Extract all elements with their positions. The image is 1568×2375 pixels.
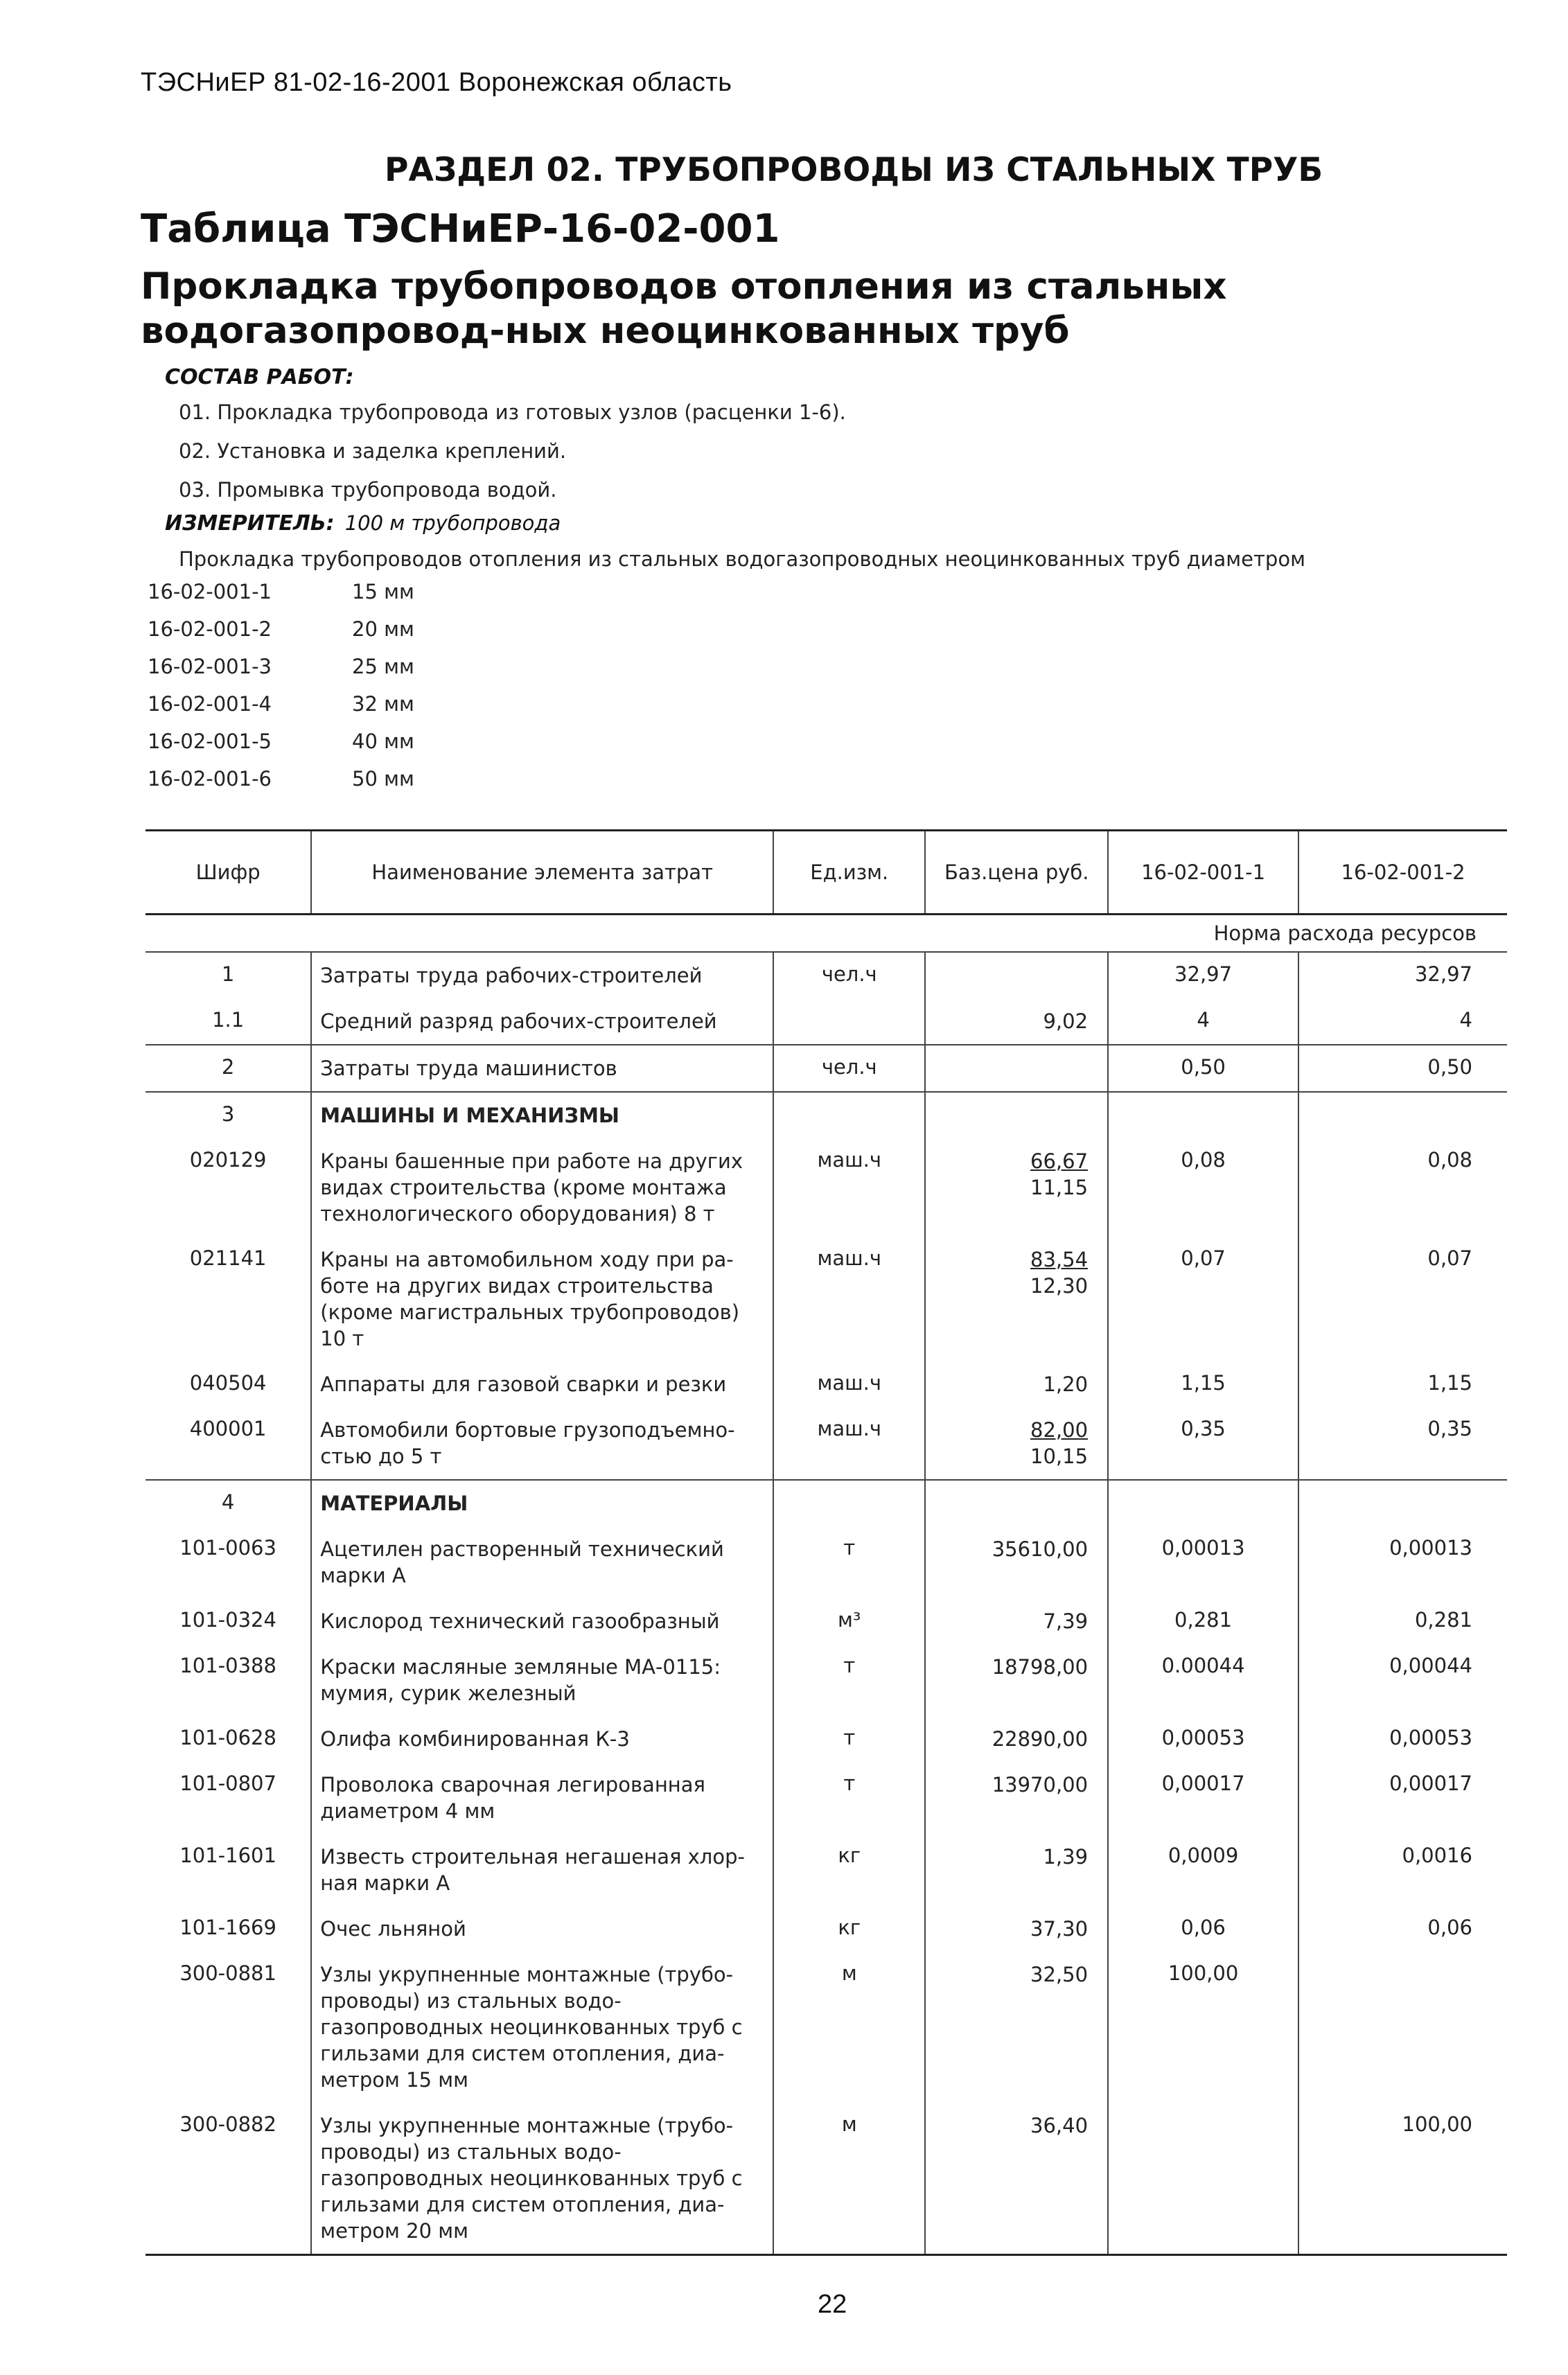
row-unit: маш.ч [773, 1237, 925, 1361]
row-code: 040504 [189, 1371, 267, 1395]
row-name: Краски масляные земляные МА-0115: мумия, сурик железный [311, 1644, 773, 1716]
row-value-2: 0,00017 [1389, 1772, 1472, 1795]
row-value-1: 4 [1108, 998, 1298, 1045]
code-size: 40 мм [352, 730, 414, 753]
resource-table [146, 829, 1507, 2256]
row-name: Краны на автомобильном ходу при ра- боте на других видах строительства (кроме магистральных трубопроводов) 10 т [311, 1237, 773, 1361]
row-name: Затраты труда рабочих-строителей [311, 952, 773, 998]
code: 16-02-001-3 [148, 655, 272, 678]
row-unit: т [773, 1762, 925, 1834]
row-value-1: 0,07 [1108, 1237, 1298, 1361]
row-unit: чел.ч [773, 952, 925, 998]
row-value-2 [1298, 1092, 1507, 1138]
row-price [925, 1762, 1108, 1834]
row-price [925, 1361, 1108, 1407]
row-name: Проволока сварочная легированная диаметром 4 мм [311, 1762, 773, 1834]
row-code: 1.1 [212, 1008, 245, 1032]
row-value-2: 1,15 [1427, 1371, 1472, 1395]
code: 16-02-001-6 [148, 767, 272, 791]
row-price [925, 1906, 1108, 1952]
row-name: Ацетилен растворенный технический марки А [311, 1526, 773, 1598]
section-title: РАЗДЕЛ 02. ТРУБОПРОВОДЫ ИЗ СТАЛЬНЫХ ТРУБ [385, 151, 1323, 189]
row-price [925, 998, 1108, 1045]
row-price [925, 2103, 1108, 2255]
row-value-1: 0,50 [1108, 1045, 1298, 1092]
row-value-2: 32,97 [1414, 962, 1472, 986]
row-value-1: 0,06 [1108, 1906, 1298, 1952]
code-size: 20 мм [352, 617, 414, 641]
row-price [925, 1407, 1108, 1480]
row-unit: м³ [773, 1598, 925, 1644]
row-code: 4 [146, 1480, 311, 1526]
table-row [146, 1952, 1507, 2103]
table-row [146, 1045, 1507, 1092]
table-row [146, 1526, 1507, 1598]
row-price [925, 1952, 1108, 2103]
row-value-2: 0,35 [1427, 1417, 1472, 1440]
row-code: 400001 [189, 1417, 267, 1440]
row-value-2: 0,50 [1298, 1045, 1507, 1092]
code-row [148, 767, 414, 804]
row-value-1: 0,281 [1108, 1598, 1298, 1644]
row-price [925, 1480, 1108, 1526]
row-value-2: 0,06 [1427, 1916, 1472, 1939]
code-row [148, 617, 414, 655]
table-body [146, 915, 1507, 2255]
code-row [148, 730, 414, 767]
table-row [146, 1407, 1507, 1480]
row-value-2 [1298, 1480, 1507, 1526]
header-price: Баз.цена руб. [925, 831, 1108, 915]
code: 16-02-001-2 [148, 617, 272, 641]
row-name: Краны башенные при работе на других видах строительства (кроме монтажа технологического оборудования) 8 т [311, 1138, 773, 1237]
row-value-2 [1298, 1952, 1507, 2103]
row-code: 1 [221, 962, 235, 986]
row-code: 2 [146, 1045, 311, 1092]
row-price [925, 1598, 1108, 1644]
row-value-2: 0,00053 [1389, 1726, 1472, 1749]
work-item: 02. Установка и заделка креплений. [179, 439, 567, 463]
row-name: Известь строительная негашеная хлор- ная марки А [311, 1834, 773, 1906]
row-price-secondary: 11,15 [1030, 1176, 1089, 1199]
row-code: 101-0628 [179, 1726, 276, 1749]
description: Прокладка трубопроводов отопления из стальных водогазопроводных неоцинкованных труб диаметром [179, 547, 1305, 571]
row-value-1: 32,97 [1108, 952, 1298, 998]
row-price-main: 22890,00 [992, 1727, 1089, 1751]
row-name: Средний разряд рабочих-строителей [311, 998, 773, 1045]
table-row [146, 2103, 1507, 2255]
table-row [146, 1480, 1507, 1526]
row-unit: маш.ч [773, 1138, 925, 1237]
code-row [148, 580, 414, 617]
code-row [148, 692, 414, 730]
row-price [925, 1526, 1108, 1598]
row-price-main: 7,39 [1043, 1609, 1089, 1633]
header-v1: 16-02-001-1 [1108, 831, 1298, 915]
row-value-1 [1108, 2103, 1298, 2255]
code-size: 25 мм [352, 655, 414, 678]
document-header: ТЭСНиЕР 81-02-16-2001 Воронежская область [141, 68, 732, 97]
work-item: 01. Прокладка трубопровода из готовых узлов (расценки 1-6). [179, 400, 846, 424]
page-heading: Прокладка трубопроводов отопления из стальных водогазопровод-ных неоцинкованных труб [141, 265, 1227, 352]
row-code: 101-0807 [179, 1772, 276, 1795]
row-price-main: 83,54 [1030, 1248, 1089, 1271]
row-value-1: 0.00044 [1108, 1644, 1298, 1716]
row-price-main: 66,67 [1030, 1149, 1089, 1173]
measure-value: 100 м трубопровода [344, 511, 561, 535]
code-list [148, 580, 414, 804]
table-row [146, 1762, 1507, 1834]
row-code: 021141 [189, 1246, 267, 1270]
code: 16-02-001-5 [148, 730, 272, 753]
row-value-1: 0,00013 [1108, 1526, 1298, 1598]
header-unit: Ед.изм. [773, 831, 925, 915]
row-unit [773, 998, 925, 1045]
table-header [146, 831, 1507, 915]
row-price [925, 1237, 1108, 1361]
row-price [925, 1138, 1108, 1237]
row-price [925, 1834, 1108, 1906]
row-code: 101-1669 [179, 1916, 276, 1939]
work-item: 03. Промывка трубопровода водой. [179, 478, 557, 502]
row-price-main: 36,40 [1030, 2114, 1089, 2137]
row-unit: чел.ч [773, 1045, 925, 1092]
table-row [146, 1237, 1507, 1361]
row-value-1: 0,35 [1108, 1407, 1298, 1480]
norm-label: Норма расхода ресурсов [146, 915, 1507, 953]
row-code: 300-0881 [179, 1961, 276, 1985]
row-code: 3 [146, 1092, 311, 1138]
row-value-2: 0,07 [1427, 1246, 1472, 1270]
row-unit: маш.ч [773, 1407, 925, 1480]
row-value-1: 1,15 [1108, 1361, 1298, 1407]
code-size: 32 мм [352, 692, 414, 716]
row-unit: т [773, 1644, 925, 1716]
row-price [925, 1092, 1108, 1138]
row-unit: т [773, 1526, 925, 1598]
table-row [146, 952, 1507, 998]
row-price [925, 952, 1108, 998]
row-name: Автомобили бортовые грузоподъемно- стью до 5 т [311, 1407, 773, 1480]
row-value-1: 0,0009 [1108, 1834, 1298, 1906]
row-price-main: 18798,00 [992, 1655, 1089, 1679]
row-value-2: 0,08 [1427, 1148, 1472, 1172]
row-price-main: 13970,00 [992, 1773, 1089, 1796]
row-name: МАШИНЫ И МЕХАНИЗМЫ [311, 1092, 773, 1138]
row-value-1: 100,00 [1108, 1952, 1298, 2103]
row-name: Затраты труда машинистов [311, 1045, 773, 1092]
table-row [146, 1834, 1507, 1906]
row-code: 020129 [189, 1148, 267, 1172]
row-code: 101-0324 [179, 1608, 276, 1632]
row-price-secondary: 10,15 [1030, 1445, 1089, 1468]
row-unit: м [773, 2103, 925, 2255]
row-price-main: 35610,00 [992, 1537, 1089, 1561]
row-code: 101-1601 [179, 1844, 276, 1867]
row-value-1: 0,00017 [1108, 1762, 1298, 1834]
header-name: Наименование элемента затрат [311, 831, 773, 915]
row-value-2: 0,00013 [1389, 1536, 1472, 1560]
row-value-2: 4 [1459, 1008, 1472, 1032]
norm-row [146, 915, 1507, 953]
table-title: Таблица ТЭСНиЕР-16-02-001 [141, 206, 780, 251]
row-unit: маш.ч [773, 1361, 925, 1407]
code-size: 15 мм [352, 580, 414, 603]
table-row [146, 1598, 1507, 1644]
row-value-1: 0,08 [1108, 1138, 1298, 1237]
table-row [146, 1906, 1507, 1952]
measure-line [165, 511, 561, 536]
row-name: Очес льняной [311, 1906, 773, 1952]
row-value-1: 0,00053 [1108, 1716, 1298, 1762]
row-price-main: 37,30 [1030, 1917, 1089, 1941]
code: 16-02-001-4 [148, 692, 272, 716]
row-value-2: 100,00 [1298, 2103, 1507, 2255]
row-unit [773, 1480, 925, 1526]
row-name: МАТЕРИАЛЫ [311, 1480, 773, 1526]
code: 16-02-001-1 [148, 580, 272, 603]
row-code: 101-0063 [179, 1536, 276, 1560]
row-unit: т [773, 1716, 925, 1762]
header-v2: 16-02-001-2 [1298, 831, 1507, 915]
row-price-main: 9,02 [1043, 1009, 1089, 1033]
row-value-2: 0,281 [1414, 1608, 1472, 1632]
row-unit: кг [773, 1906, 925, 1952]
row-name: Узлы укрупненные монтажные (трубо- проводы) из стальных водо- газопроводных неоцинкованных труб с гильзами для систем отопления, диа- метром 20 мм [311, 2103, 773, 2255]
table-row [146, 1716, 1507, 1762]
row-unit: м [773, 1952, 925, 2103]
table-row [146, 1361, 1507, 1407]
code-size: 50 мм [352, 767, 414, 791]
row-value-1 [1108, 1480, 1298, 1526]
measure-label: ИЗМЕРИТЕЛЬ: [165, 511, 335, 536]
row-price-main: 32,50 [1030, 1963, 1089, 1986]
row-price [925, 1716, 1108, 1762]
table-row [146, 1138, 1507, 1237]
table-row [146, 1644, 1507, 1716]
row-price [925, 1644, 1108, 1716]
row-name: Олифа комбинированная К-3 [311, 1716, 773, 1762]
row-code: 101-0388 [179, 1654, 276, 1677]
row-price-main: 1,39 [1043, 1845, 1089, 1869]
row-unit: кг [773, 1834, 925, 1906]
row-price-main: 82,00 [1030, 1418, 1089, 1442]
header-code: Шифр [146, 831, 311, 915]
row-name: Аппараты для газовой сварки и резки [311, 1361, 773, 1407]
row-price [925, 1045, 1108, 1092]
table-row [146, 1092, 1507, 1138]
row-unit [773, 1092, 925, 1138]
table-row [146, 998, 1507, 1045]
row-name: Кислород технический газообразный [311, 1598, 773, 1644]
header-row [146, 831, 1507, 915]
row-code: 300-0882 [146, 2103, 311, 2255]
row-value-2: 0,0016 [1402, 1844, 1472, 1867]
work-label: СОСТАВ РАБОТ: [165, 365, 354, 389]
row-value-2: 0,00044 [1389, 1654, 1472, 1677]
row-name: Узлы укрупненные монтажные (трубо- проводы) из стальных водо- газопроводных неоцинкованных труб с гильзами для систем отопления, диа- метром 15 мм [311, 1952, 773, 2103]
page-number: 22 [818, 2290, 847, 2319]
code-row [148, 655, 414, 692]
row-price-secondary: 12,30 [1030, 1274, 1089, 1298]
row-price-main: 1,20 [1043, 1372, 1089, 1396]
row-value-1 [1108, 1092, 1298, 1138]
